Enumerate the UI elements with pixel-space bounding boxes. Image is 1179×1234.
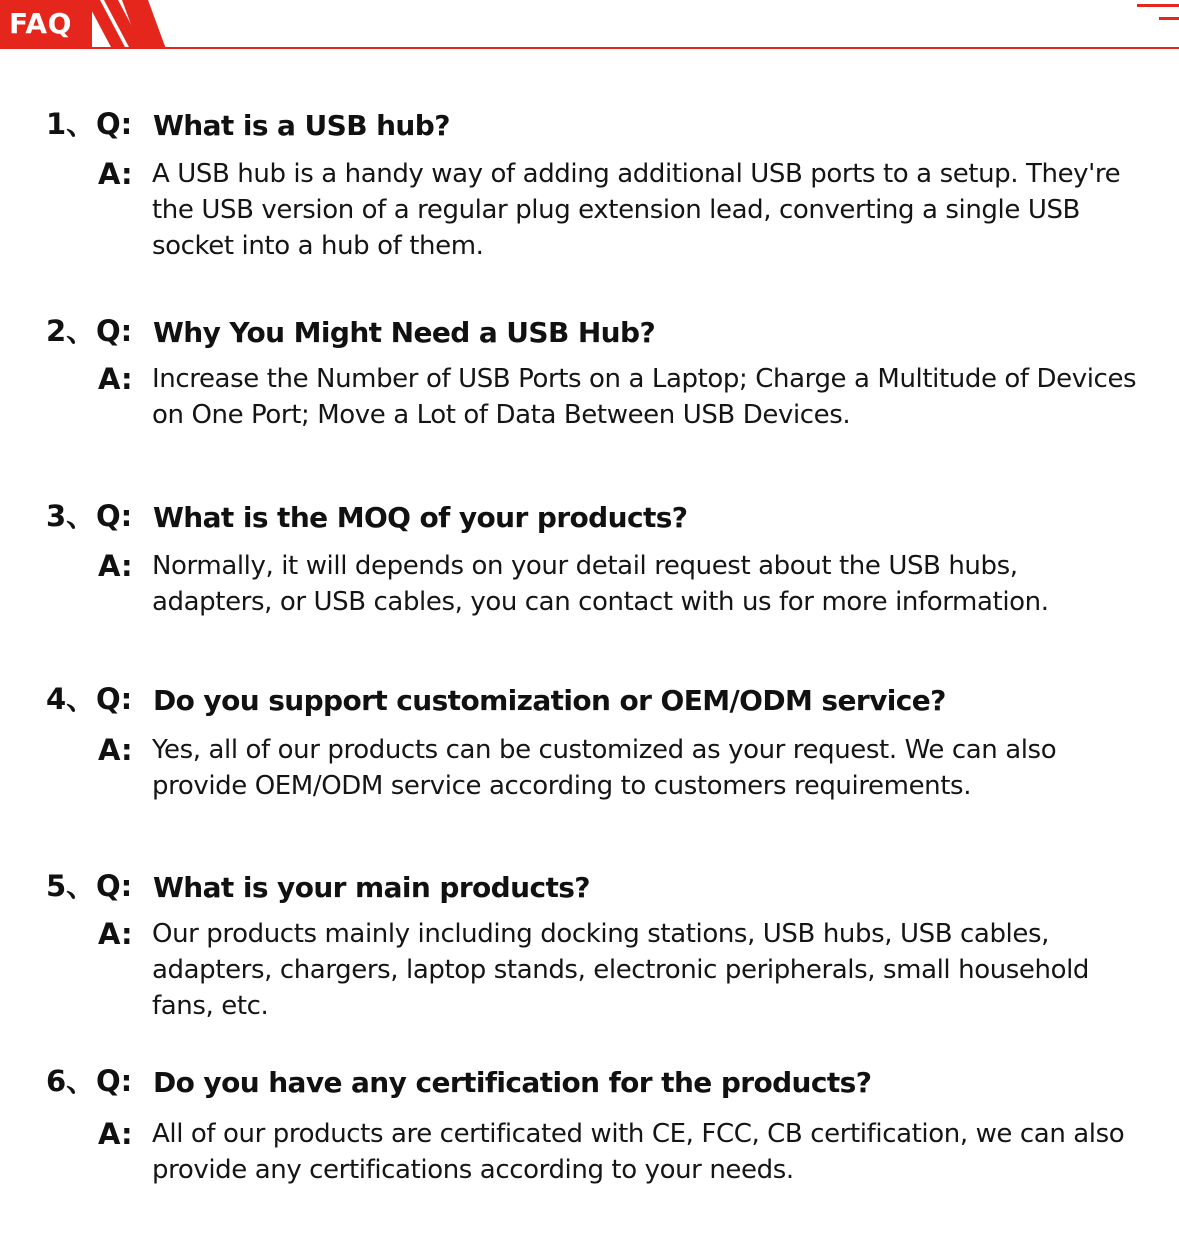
question-label: Q: (96, 869, 133, 903)
question-text: Do you support customization or OEM/ODM service? (153, 684, 946, 717)
question-text: What is the MOQ of your products? (153, 501, 688, 534)
question-text: Do you have any certification for the products? (153, 1066, 872, 1099)
faq-header (0, 0, 1179, 52)
answer-label: A: (98, 1117, 133, 1151)
answer-text: All of our products are certificated with CE, FCC, CB certification, we can also provide any certifications according to your needs. (152, 1119, 1125, 1185)
answer-text: Our products mainly including docking stations, USB hubs, USB cables, adapters, chargers, laptop stands, electronic peripherals, small household fans, etc. (152, 919, 1090, 1021)
answer-text: Normally, it will depends on your detail request about the USB hubs, adapters, or USB cables, you can contact with us for more information. (152, 551, 1049, 617)
answer-text: Increase the Number of USB Ports on a Laptop; Charge a Multitude of Devices on One Port; Move a Lot of Data Between USB Devices. (152, 364, 1137, 430)
faq-title: FAQ (9, 7, 72, 40)
answer-label: A: (98, 362, 133, 396)
header-divider-line (0, 47, 1179, 49)
answer-label: A: (98, 157, 133, 191)
answer-label: A: (98, 549, 133, 583)
question-number: 5、 (46, 869, 96, 903)
question-number: 6、 (46, 1064, 96, 1098)
answer-text: Yes, all of our products can be customized as your request. We can also provide OEM/ODM service according to customers requirements. (152, 735, 1057, 801)
question-number: 4、 (46, 682, 96, 716)
question-number: 2、 (46, 314, 96, 348)
question-number: 3、 (46, 499, 96, 533)
question-label: Q: (96, 682, 133, 716)
question-label: Q: (96, 107, 133, 141)
question-label: Q: (96, 499, 133, 533)
question-text: What is a USB hub? (153, 109, 450, 142)
answer-label: A: (98, 733, 133, 767)
question-label: Q: (96, 314, 133, 348)
answer-text: A USB hub is a handy way of adding additional USB ports to a setup. They're the USB version of a regular plug extension lead, converting a single USB socket into a hub of them. (152, 159, 1121, 261)
corner-lines-icon (1129, 0, 1179, 24)
question-text: What is your main products? (153, 871, 590, 904)
question-number: 1、 (46, 107, 96, 141)
question-label: Q: (96, 1064, 133, 1098)
answer-label: A: (98, 917, 133, 951)
question-text: Why You Might Need a USB Hub? (153, 316, 656, 349)
